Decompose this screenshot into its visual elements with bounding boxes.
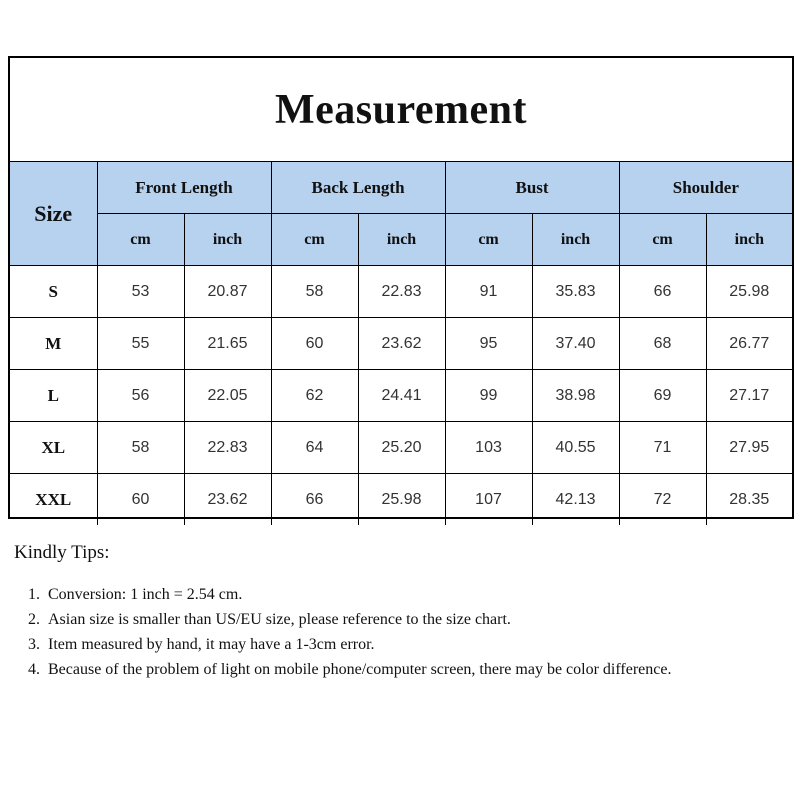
table-row — [10, 474, 792, 526]
measurement-cell: 58 — [271, 266, 358, 318]
tip-item: 3. Item measured by hand, it may have a 1-3cm error. — [44, 632, 784, 657]
measurement-cell: 23.62 — [184, 474, 271, 526]
size-chart — [8, 56, 794, 519]
measurement-cell: 55 — [97, 318, 184, 370]
group-header-back-length: Back Length — [271, 162, 445, 214]
measurement-cell: 22.05 — [184, 370, 271, 422]
measurement-cell: 26.77 — [706, 318, 792, 370]
measurement-cell: 27.17 — [706, 370, 792, 422]
measurement-cell: 20.87 — [184, 266, 271, 318]
chart-title: Measurement — [275, 86, 527, 133]
tips-list — [14, 582, 784, 682]
kindly-tips — [14, 542, 784, 682]
measurement-cell: 103 — [445, 422, 532, 474]
measurement-cell: 107 — [445, 474, 532, 526]
measurement-cell: 35.83 — [532, 266, 619, 318]
size-cell: L — [10, 370, 97, 422]
group-header-front-length: Front Length — [97, 162, 271, 214]
group-header-shoulder: Shoulder — [619, 162, 792, 214]
measurement-cell: 25.20 — [358, 422, 445, 474]
size-cell: XL — [10, 422, 97, 474]
size-table — [10, 162, 792, 525]
measurement-cell: 60 — [271, 318, 358, 370]
header-row-groups — [10, 162, 792, 214]
measurement-cell: 22.83 — [184, 422, 271, 474]
table-row — [10, 422, 792, 474]
measurement-cell: 60 — [97, 474, 184, 526]
measurement-cell: 21.65 — [184, 318, 271, 370]
table-row — [10, 318, 792, 370]
unit-header: inch — [706, 214, 792, 266]
table-row — [10, 370, 792, 422]
measurement-cell: 91 — [445, 266, 532, 318]
measurement-cell: 66 — [271, 474, 358, 526]
measurement-cell: 69 — [619, 370, 706, 422]
measurement-cell: 38.98 — [532, 370, 619, 422]
size-header: Size — [10, 162, 97, 266]
table-row — [10, 266, 792, 318]
group-header-bust: Bust — [445, 162, 619, 214]
measurement-cell: 68 — [619, 318, 706, 370]
measurement-cell: 56 — [97, 370, 184, 422]
measurement-cell: 66 — [619, 266, 706, 318]
measurement-cell: 25.98 — [706, 266, 792, 318]
measurement-cell: 27.95 — [706, 422, 792, 474]
measurement-cell: 25.98 — [358, 474, 445, 526]
unit-header: cm — [97, 214, 184, 266]
tip-item: 1. Conversion: 1 inch = 2.54 cm. — [44, 582, 784, 607]
measurement-cell: 58 — [97, 422, 184, 474]
size-cell: M — [10, 318, 97, 370]
measurement-cell: 40.55 — [532, 422, 619, 474]
measurement-cell: 53 — [97, 266, 184, 318]
unit-header: inch — [358, 214, 445, 266]
measurement-cell: 22.83 — [358, 266, 445, 318]
tip-item: 4. Because of the problem of light on mobile phone/computer screen, there may be color difference. — [44, 657, 784, 682]
measurement-cell: 72 — [619, 474, 706, 526]
measurement-cell: 64 — [271, 422, 358, 474]
header-row-units — [10, 214, 792, 266]
unit-header: cm — [271, 214, 358, 266]
measurement-cell: 71 — [619, 422, 706, 474]
measurement-cell: 24.41 — [358, 370, 445, 422]
unit-header: cm — [445, 214, 532, 266]
measurement-cell: 62 — [271, 370, 358, 422]
tips-title: Kindly Tips: — [14, 542, 110, 563]
size-cell: S — [10, 266, 97, 318]
measurement-cell: 37.40 — [532, 318, 619, 370]
unit-header: cm — [619, 214, 706, 266]
unit-header: inch — [184, 214, 271, 266]
tip-item: 2. Asian size is smaller than US/EU size, please reference to the size chart. — [44, 607, 784, 632]
measurement-cell: 23.62 — [358, 318, 445, 370]
measurement-cell: 28.35 — [706, 474, 792, 526]
title-row — [10, 58, 792, 162]
measurement-cell: 95 — [445, 318, 532, 370]
measurement-cell: 42.13 — [532, 474, 619, 526]
measurement-cell: 99 — [445, 370, 532, 422]
unit-header: inch — [532, 214, 619, 266]
size-cell: XXL — [10, 474, 97, 526]
